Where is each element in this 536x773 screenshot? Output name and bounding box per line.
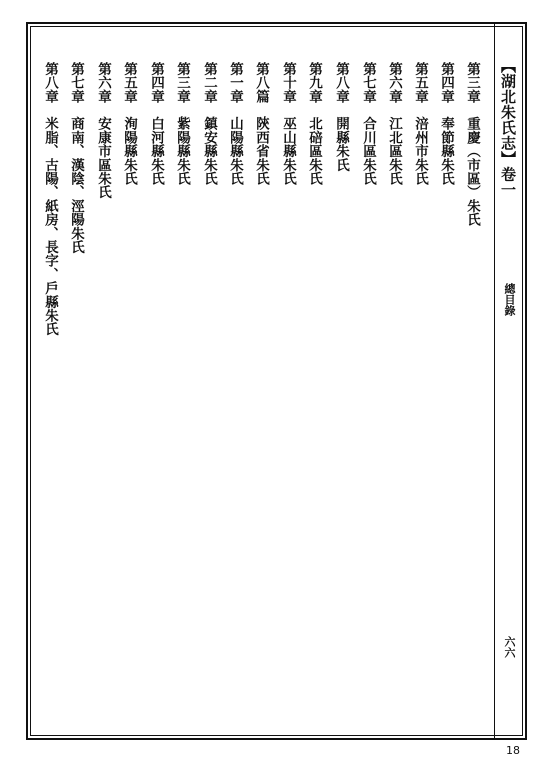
toc-entry-7: 第九章 北碚區朱氏	[306, 62, 322, 186]
toc-entry-3: 第五章 涪州市朱氏	[412, 62, 428, 186]
toc-entry-13: 第五章 洵陽縣朱氏	[121, 62, 137, 186]
section-title: 總目錄	[503, 283, 516, 316]
page-number: 18	[506, 744, 520, 757]
toc-entry-15: 第七章 商南、漢陰、涇陽朱氏	[68, 62, 84, 254]
toc-entry-16: 第八章 米脂、古陽、紙房、長字、戶縣朱氏	[42, 62, 58, 336]
folio-number: 六六	[503, 636, 516, 658]
margin-divider	[494, 24, 495, 738]
toc-entry-2: 第四章 奉節縣朱氏	[438, 62, 454, 186]
toc-entry-5: 第七章 合川區朱氏	[360, 62, 376, 186]
toc-section-header: 第八篇 陝西省朱氏	[253, 62, 269, 186]
toc-entry-8: 第十章 巫山縣朱氏	[280, 62, 296, 186]
toc-entry-12: 第四章 白河縣朱氏	[148, 62, 164, 186]
book-title: 【湖北朱氏志】卷一	[499, 58, 517, 198]
toc-entry-1: 第三章 重慶（市區）朱氏	[464, 62, 480, 227]
toc-entry-14: 第六章 安康市區朱氏	[95, 62, 111, 199]
toc-entry-4: 第六章 江北區朱氏	[386, 62, 402, 186]
toc-entry-10: 第二章 鎮安縣朱氏	[201, 62, 217, 186]
toc-entry-11: 第三章 紫陽縣朱氏	[174, 62, 190, 186]
toc-entry-6: 第八章 開縣朱氏	[333, 62, 349, 172]
toc-entry-9: 第一章 山陽縣朱氏	[227, 62, 243, 186]
